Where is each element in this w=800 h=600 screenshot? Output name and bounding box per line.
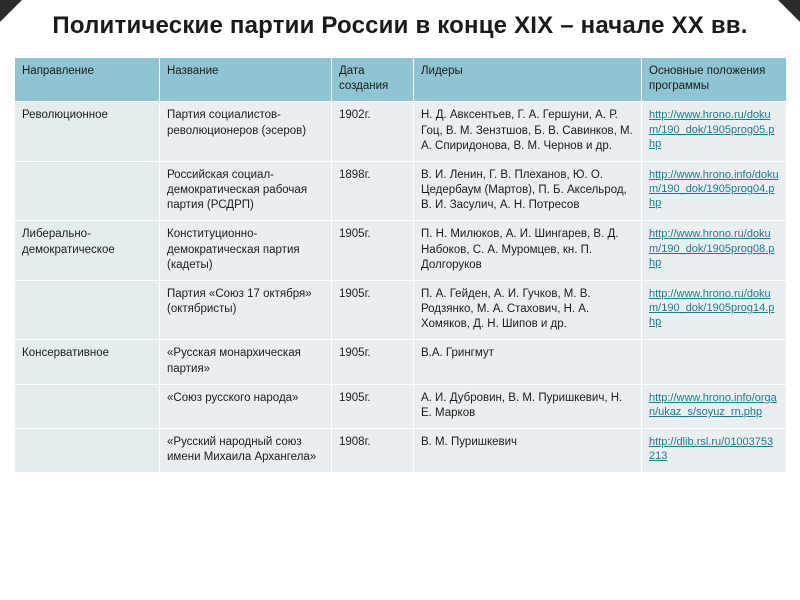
table-header-row bbox=[15, 58, 787, 102]
cell-program bbox=[642, 161, 787, 221]
cell-name: «Союз русского народа» bbox=[160, 384, 332, 428]
cell-direction: Либерально-демократическое bbox=[15, 221, 160, 281]
cell-program bbox=[642, 429, 787, 473]
table-row bbox=[15, 280, 787, 340]
cell-leaders: В.А. Грингмут bbox=[414, 340, 642, 384]
cell-date: 1905г. bbox=[332, 340, 414, 384]
program-link[interactable]: http://www.hrono.info/organ/ukaz_s/soyuz_rn.php bbox=[649, 391, 777, 419]
table-header bbox=[15, 58, 787, 102]
column-header-date: Дата создания bbox=[332, 58, 414, 102]
column-header-leaders: Лидеры bbox=[414, 58, 642, 102]
cell-date: 1898г. bbox=[332, 161, 414, 221]
cell-program bbox=[642, 221, 787, 281]
cell-direction: Консервативное bbox=[15, 340, 160, 384]
table-row bbox=[15, 340, 787, 384]
cell-name: Российская социал-демократическая рабочая партия (РСДРП) bbox=[160, 161, 332, 221]
cell-program bbox=[642, 340, 787, 384]
cell-leaders: Н. Д. Авксентьев, Г. А. Гершуни, А. Р. Гоц, В. М. Зензтшов, Б. В. Савинков, М. А. Спиридонова, В. М. Чернов и др. bbox=[414, 102, 642, 162]
column-header-direction: Направление bbox=[15, 58, 160, 102]
program-link[interactable]: http://www.hrono.ru/dokum/190_dok/1905prog08.php bbox=[649, 228, 775, 269]
program-link[interactable]: http://dlib.rsl.ru/01003753213 bbox=[649, 436, 774, 463]
cell-date: 1905г. bbox=[332, 280, 414, 340]
cell-direction bbox=[15, 384, 160, 428]
table-body bbox=[15, 102, 787, 473]
cell-name: Конституционно-демократическая партия (кадеты) bbox=[160, 221, 332, 281]
cell-leaders: П. Н. Милюков, А. И. Шингарев, В. Д. Набоков, С. А. Муромцев, кн. П. Долгоруков bbox=[414, 221, 642, 281]
parties-table-wrapper bbox=[14, 57, 786, 473]
cell-program bbox=[642, 280, 787, 340]
cell-name: Партия социалистов-революционеров (эсеров) bbox=[160, 102, 332, 162]
table-row bbox=[15, 102, 787, 162]
cell-date: 1905г. bbox=[332, 221, 414, 281]
cell-leaders: В. М. Пуришкевич bbox=[414, 429, 642, 473]
cell-leaders: В. И. Ленин, Г. В. Плеханов, Ю. О. Цедербаум (Мартов), П. Б. Аксельрод, В. И. Засулич, А. Н. Потресов bbox=[414, 161, 642, 221]
parties-table bbox=[14, 57, 787, 473]
cell-direction bbox=[15, 429, 160, 473]
cell-name: Партия «Союз 17 октября» (октябристы) bbox=[160, 280, 332, 340]
column-header-program: Основные положения программы bbox=[642, 58, 787, 102]
program-link[interactable]: http://www.hrono.info/dokum/190_dok/1905prog04.php bbox=[649, 168, 779, 210]
table-row bbox=[15, 221, 787, 281]
cell-direction bbox=[15, 280, 160, 340]
cell-name: «Русская монархическая партия» bbox=[160, 340, 332, 384]
cell-date: 1908г. bbox=[332, 429, 414, 473]
table-row bbox=[15, 161, 787, 221]
cell-direction: Революционное bbox=[15, 102, 160, 162]
cell-date: 1905г. bbox=[332, 384, 414, 428]
page-title: Политические партии России в конце XIX – начале XX вв. bbox=[52, 12, 748, 39]
column-header-name: Название bbox=[160, 58, 332, 102]
program-link[interactable]: http://www.hrono.ru/dokum/190_dok/1905prog14.php bbox=[649, 287, 775, 329]
cell-leaders: А. И. Дубровин, В. М. Пуришкевич, Н. Е. Марков bbox=[414, 384, 642, 428]
cell-program bbox=[642, 102, 787, 162]
table-row bbox=[15, 429, 787, 473]
cell-leaders: П. А. Гейден, А. И. Гучков, М. В. Родзянко, М. А. Стахович, Н. А. Хомяков, Д. Н. Шипов и др. bbox=[414, 280, 642, 340]
cell-direction bbox=[15, 161, 160, 221]
program-link[interactable]: http://www.hrono.ru/dokum/190_dok/1905prog05.php bbox=[649, 109, 775, 150]
cell-date: 1902г. bbox=[332, 102, 414, 162]
cell-name: «Русский народный союз имени Михаила Архангела» bbox=[160, 429, 332, 473]
table-row bbox=[15, 384, 787, 428]
cell-program bbox=[642, 384, 787, 428]
